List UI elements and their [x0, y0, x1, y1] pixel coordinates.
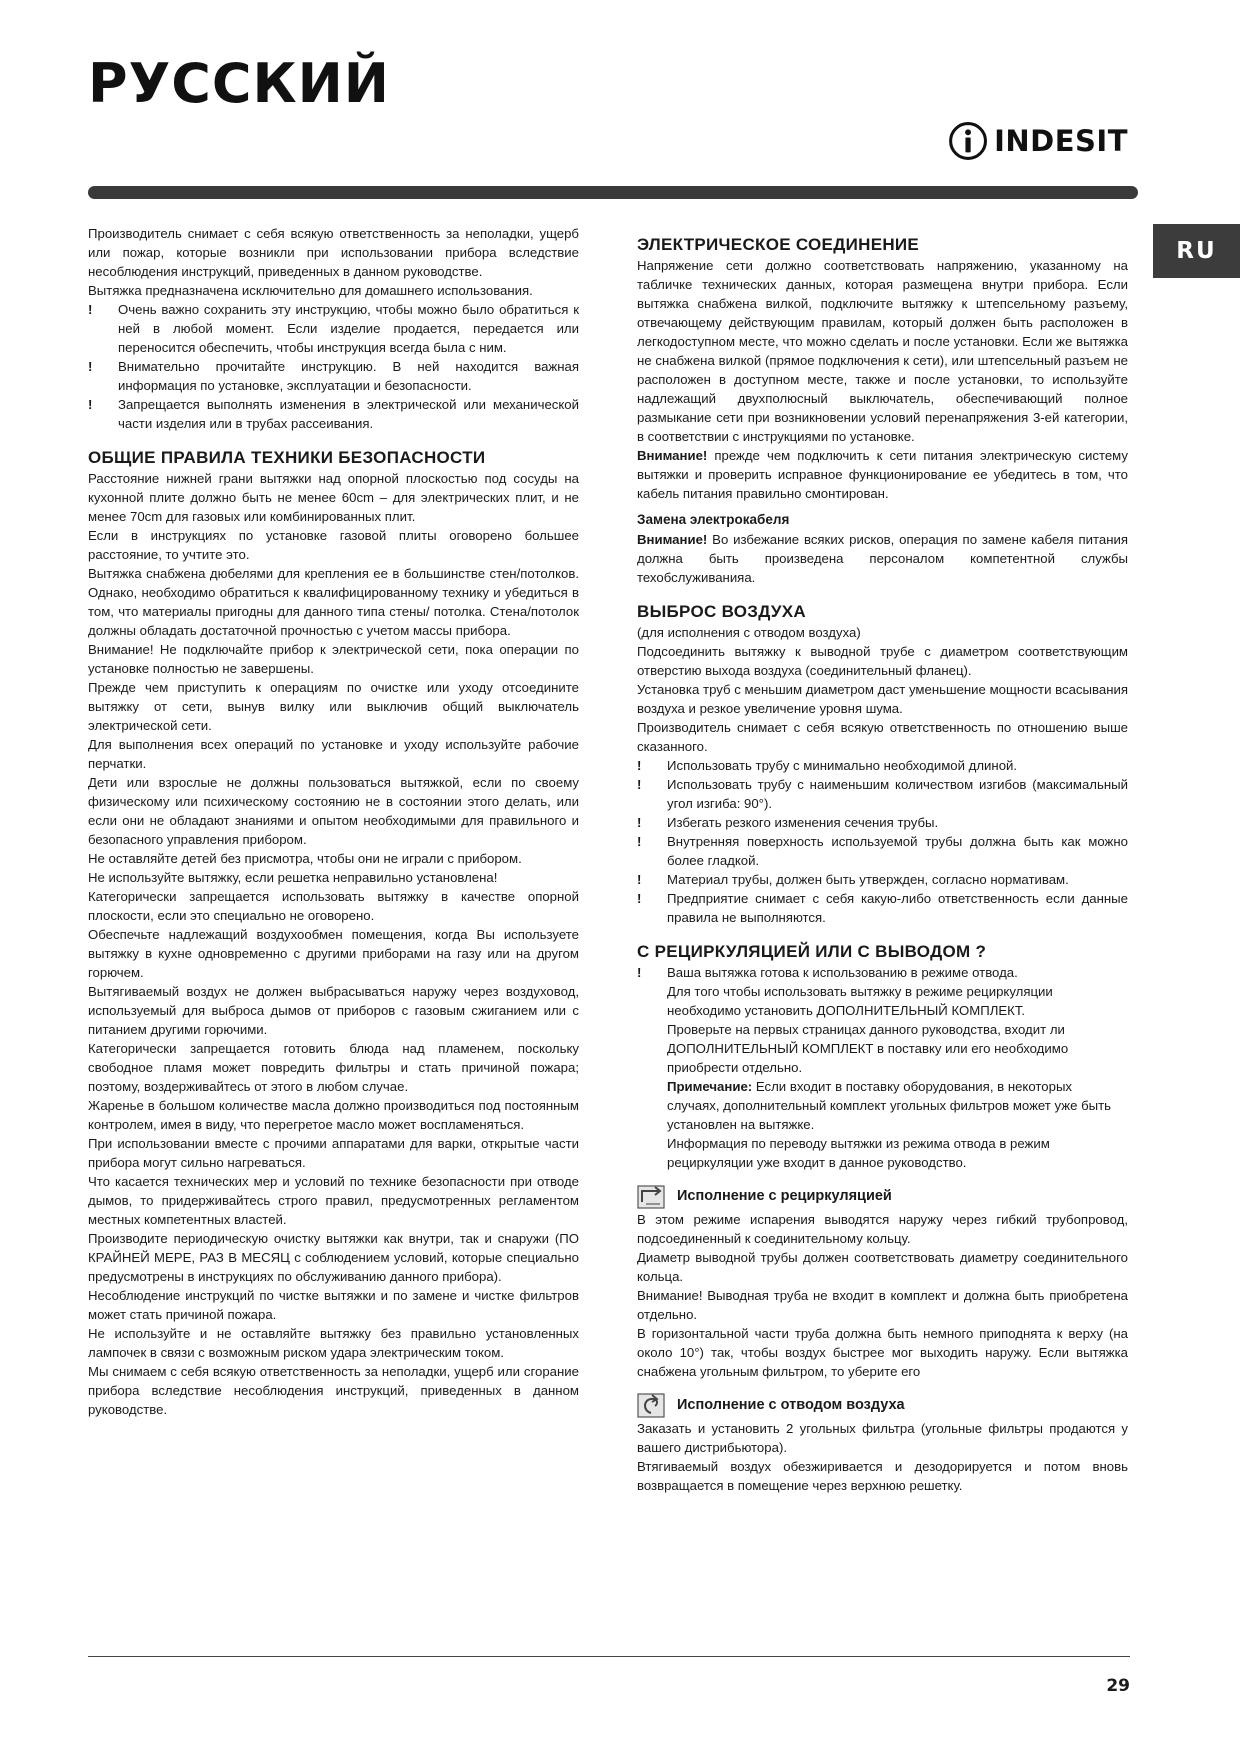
warning-text: Во избежание всяких рисков, операция по замене кабеля питания должна быть произведена персоналом компетентной службы техобслуживанияа.: [637, 532, 1128, 585]
bullet-mark: !: [637, 834, 642, 849]
bullet-text: Очень важно сохранить эту инструкцию, чтобы можно было обратиться к ней в любой момент. Если изделие продается, передается или переносится обеспечить, чтобы инструкция всегда была с ним.: [118, 302, 579, 355]
recirc-line: Для того чтобы использовать вытяжку в режиме рециркуляции необходимо установить ДОПОЛНИТЕЛЬНЫЙ КОМПЛЕКТ.: [667, 984, 1053, 1018]
safety-paragraph: Не оставляйте детей без присмотра, чтобы они не играли с прибором.: [88, 851, 522, 866]
list-item: [637, 889, 1128, 927]
warning-label: Внимание!: [637, 532, 708, 547]
exhaust-icon: [637, 1391, 669, 1419]
recirc-note: [667, 1077, 1128, 1134]
recirculation-heading: С РЕЦИРКУЛЯЦИЕЙ ИЛИ С ВЫВОДОМ ?: [637, 942, 987, 961]
air-exhaust-heading: ВЫБРОС ВОЗДУХА: [637, 602, 806, 621]
list-item: [88, 395, 579, 433]
safety-paragraph: Что касается технических мер и условий по технике безопасности при отводе дымов, то придерживайтесь строго правил, предусмотренных регламентом местных компетентных властей.: [88, 1174, 579, 1227]
bullet-text: Использовать трубу с минимально необходимой длиной.: [667, 758, 1018, 773]
note-label: Примечание:: [667, 1079, 753, 1094]
brand-name: INDESIT: [994, 124, 1128, 158]
bullet-text: Избегать резкого изменения сечения трубы.: [667, 815, 939, 830]
safety-paragraph: Категорически запрещается готовить блюда над пламенем, поскольку свободное пламя может повредить фильтры и стать причиной пожара; поэтому, воздерживайтесь от этого в любом случае.: [88, 1041, 579, 1094]
intro-bullet-list: [88, 300, 579, 433]
page-number: 29: [1106, 1676, 1130, 1696]
bullet-text: Материал трубы, должен быть утвержден, согласно нормативам.: [667, 872, 1069, 887]
air-exhaust-subtitle: (для исполнения с отводом воздуха): [637, 625, 861, 640]
list-item: [88, 300, 579, 357]
warning-label: Внимание!: [637, 448, 708, 463]
safety-heading: ОБЩИЕ ПРАВИЛА ТЕХНИКИ БЕЗОПАСНОСТИ: [88, 448, 486, 467]
left-column: [88, 224, 579, 1419]
safety-paragraph: Внимание! Не подключайте прибор к электрической сети, пока операции по установке полностью не завершены.: [88, 642, 579, 676]
safety-paragraph: Мы снимаем с себя всякую ответственность за неполадки, ущерб или сгорание прибора вследствие несоблюдения инструкций, приведенных в данном руководстве.: [88, 1364, 579, 1417]
list-item: [637, 775, 1128, 813]
exhaust-paragraph: Втягиваемый воздух обезжиривается и дезодорируется и потом вновь возвращается в помещение через верхнюю решетку.: [637, 1459, 1128, 1493]
safety-paragraph: Производите периодическую очистку вытяжки как внутри, так и снаружи (ПО КРАЙНЕЙ МЕРЕ, РАЗ В МЕСЯЦ с соблюдением условий, которые специально предусмотрены в инструкциях по обслуживанию данного прибора).: [88, 1231, 579, 1284]
recirc-line: Проверьте на первых страницах данного руководства, входит ли ДОПОЛНИТЕЛЬНЫЙ КОМПЛЕКТ в поставку или его необходимо приобрести отдельно.: [667, 1022, 1069, 1075]
header-divider-bar: [88, 186, 1138, 199]
bullet-mark: !: [637, 758, 642, 773]
list-item: [637, 870, 1128, 889]
safety-paragraph: Если в инструкциях по установке газовой плиты оговорено большее расстояние, то учтите это.: [88, 528, 579, 562]
language-tab: RU: [1153, 224, 1240, 278]
recirculation-subheading: [637, 1182, 1128, 1210]
bullet-mark: !: [637, 891, 642, 906]
safety-paragraph: Дети или взрослые не должны пользоваться вытяжкой, если по своему физическому или психическому состоянию не в состоянии этого делать, или если они не обладают знаниями и опытом необходимыми для правильного и безопасного управления прибором.: [88, 775, 579, 847]
bullet-mark: !: [637, 815, 642, 830]
note-text: Если входит в поставку оборудования, в некоторых случаях, дополнительный комплект угольных фильтров может уже быть установлен на вытяжке.: [667, 1079, 1112, 1132]
safety-paragraph: Для выполнения всех операций по установке и уходу используйте рабочие перчатки.: [88, 737, 579, 771]
cable-heading: Замена электрокабеля: [637, 512, 790, 527]
exhaust-subheading: [637, 1391, 1128, 1419]
electrical-warning: [637, 446, 1128, 503]
list-item: [637, 756, 1128, 775]
safety-paragraph: Жаренье в большом количестве масла должно производиться под постоянным контролем, имея в виду, что перегретое масло может воспламеняться.: [88, 1098, 579, 1132]
bullet-mark: !: [637, 872, 642, 887]
safety-paragraph: Категорически запрещается использовать вытяжку в качестве опорной плоскости, если это специально не оговорено.: [88, 889, 579, 923]
recirc-line: Ваша вытяжка готова к использованию в режиме отвода.: [667, 965, 1018, 980]
list-item: [88, 357, 579, 395]
brand-logo: [948, 118, 1128, 164]
air-paragraph: Установка труб с меньшим диаметром даст уменьшение мощности всасывания воздуха и резкое увеличение уровня шума.: [637, 682, 1128, 716]
safety-paragraph: Не используйте вытяжку, если решетка неправильно установлена!: [88, 870, 498, 885]
bullet-mark: !: [637, 777, 642, 792]
exhaust-paragraph: Заказать и установить 2 угольных фильтра (угольные фильтры продаются у вашего дистрибьютора).: [637, 1421, 1128, 1455]
list-item: [637, 813, 1128, 832]
right-column: [637, 224, 1128, 1495]
recirculation-icon: [637, 1182, 669, 1210]
recirc-paragraph: Внимание! Выводная труба не входит в комплект и должна быть приобретена отдельно.: [637, 1288, 1128, 1322]
air-bullet-list: [637, 756, 1128, 927]
electrical-paragraph: Напряжение сети должно соответствовать напряжению, указанному на табличке технических данных, которая размещена внутри прибора. Если вытяжка снабжена вилкой, подключите вытяжку к штепсельному разъему, отвечающему действующим правилам, который должен быть расположен в легкодоступном месте, что можно сделать и после установки. Если же вытяжка не снабжена вилкой (прямое подключения к сети), или штепсельный разъем не расположен в доступном месте, также и после установки, то используйте надлежащий двухполюсный выключатель, обеспечивающий полное размыкание сети при возникновении условий перенапряжения 3-ей категории, в соответствии с инструкциями по установке.: [637, 258, 1128, 444]
air-paragraph: Подсоединить вытяжку к выводной трубе с диаметром соответствующим отверстию выхода воздуха (соединительный фланец).: [637, 644, 1128, 678]
list-item: [637, 832, 1128, 870]
safety-paragraph: Вытягиваемый воздух не должен выбрасываться наружу через воздуховод, используемый для выброса дымов от приборов с газовым сжиганием или с питанием другими горючими.: [88, 984, 579, 1037]
safety-paragraph: Не используйте и не оставляйте вытяжку без правильно установленных лампочек в связи с возможным риском удара электрическим током.: [88, 1326, 579, 1360]
bullet-text: Запрещается выполнять изменения в электрической или механической части изделия или в трубах рассеивания.: [118, 397, 579, 431]
page-language-title: РУССКИЙ: [88, 52, 390, 115]
recirc-paragraph: В этом режиме испарения выводятся наружу через гибкий трубопровод, подсоединенный к соединительному кольцу.: [637, 1212, 1128, 1246]
safety-paragraph: При использовании вместе с прочими аппаратами для варки, открытые части прибора могут сильно нагреваться.: [88, 1136, 579, 1170]
recirc-line: Информация по переводу вытяжки из режима отвода в режим рециркуляции уже входит в данное руководство.: [667, 1136, 1050, 1170]
recirculation-block: [637, 963, 1128, 1172]
safety-paragraph: Расстояние нижней грани вытяжки над опорной плоскостью под сосуды на кухонной плите должно быть не менее 60cm – для электрических плит, и не менее 70cm для газовых или комбинированных плит.: [88, 471, 579, 524]
warning-text: прежде чем подключить к сети питания электрическую систему вытяжки и проверить исправное функционирование ее убедитесь в том, что кабель питания правильно смонтирован.: [637, 448, 1128, 501]
brand-logo-icon: [948, 118, 988, 164]
safety-paragraph: Прежде чем приступить к операциям по очистке или уходу отсоедините вытяжку от сети, вынув вилку или выключив общий выключатель электрической сети.: [88, 680, 579, 733]
recirculation-subtitle: Исполнение с рециркуляцией: [677, 1187, 892, 1204]
bullet-text: Использовать трубу с наименьшим количеством изгибов (максимальный угол изгиба: 90°).: [667, 777, 1128, 811]
bullet-mark: !: [88, 397, 93, 412]
safety-paragraph: Обеспечьте надлежащий воздухообмен помещения, когда Вы используете вытяжку в кухне одновременно с другими приборами на газу или на другом горючем.: [88, 927, 579, 980]
intro-paragraph-2: Вытяжка предназначена исключительно для домашнего использования.: [88, 283, 533, 298]
exhaust-subtitle: Исполнение с отводом воздуха: [677, 1396, 905, 1413]
recirc-paragraph: Диаметр выводной трубы должен соответствовать диаметру соединительного кольца.: [637, 1250, 1128, 1284]
bullet-mark: !: [88, 302, 93, 317]
bullet-text: Внимательно прочитайте инструкцию. В ней находится важная информация по установке, эксплуатации и безопасности.: [118, 359, 579, 393]
bullet-mark: !: [637, 965, 642, 980]
bullet-mark: !: [88, 359, 93, 374]
footer-divider: [88, 1656, 1130, 1657]
electrical-heading: ЭЛЕКТРИЧЕСКОЕ СОЕДИНЕНИЕ: [637, 235, 920, 254]
air-paragraph: Производитель снимает с себя всякую ответственность по отношению выше сказанного.: [637, 720, 1128, 754]
safety-paragraph: Несоблюдение инструкций по чистке вытяжки и по замене и чистке фильтров может стать причиной пожара.: [88, 1288, 579, 1322]
recirc-paragraph: В горизонтальной части труба должна быть немного приподнята к верху (на около 10°) так, чтобы воздух быстрее мог выходить наружу. Если вытяжка снабжена угольным фильтром, то уберите его: [637, 1326, 1128, 1379]
bullet-text: Предприятие снимает с себя какую-либо ответственность если данные правила не выполняются.: [667, 891, 1128, 925]
safety-paragraph: Вытяжка снабжена дюбелями для крепления ее в большинстве стен/потолков. Однако, необходимо обратиться к квалифицированному технику и убедиться в том, что материалы пригодны для данного типа стены/ потолка. Стена/потолок должны обладать достаточной прочностью с учетом массы прибора.: [88, 566, 579, 638]
cable-warning: [637, 530, 1128, 587]
intro-paragraph: Производитель снимает с себя всякую ответственность за неполадки, ущерб или пожар, которые возникли при использовании прибора вследствие несоблюдения инструкций, приведенных в данном руководстве.: [88, 226, 579, 279]
bullet-text: Внутренняя поверхность используемой трубы должна быть как можно более гладкой.: [667, 834, 1128, 868]
